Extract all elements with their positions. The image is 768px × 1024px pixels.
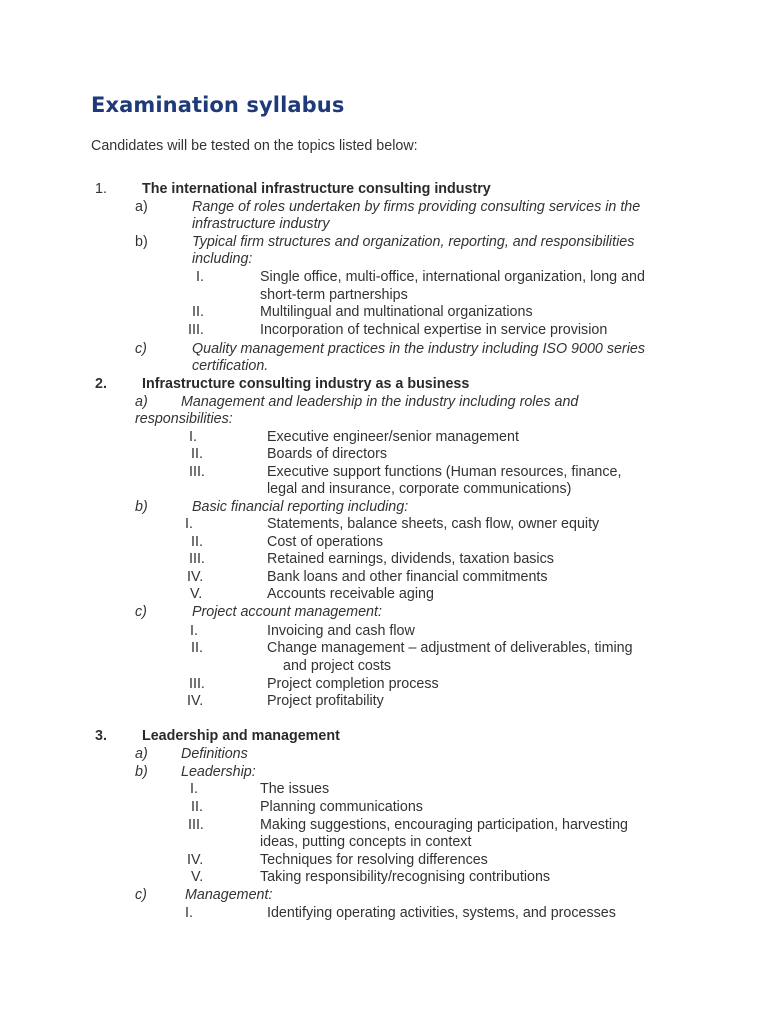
subitem-text: Taking responsibility/recognising contributions [260,869,551,885]
subitem-text: Executive support functions (Human resources, finance, [267,464,622,480]
subitem-text: Invoicing and cash flow [267,623,415,639]
subitem-marker: I. [185,905,193,921]
item-text: infrastructure industry [192,216,330,232]
item-text: Leadership: [181,764,256,780]
item-marker: c) [135,887,147,903]
subitem-marker: III. [188,322,204,338]
subitem-text: Statements, balance sheets, cash flow, owner equity [267,516,600,532]
item-text: Quality management practices in the industry including ISO 9000 series [192,341,645,357]
subitem-marker: I. [189,429,197,445]
item-text: Management and leadership in the industry including roles and [181,394,579,410]
subitem-marker: II. [191,640,203,656]
item-marker: c) [135,341,147,357]
section-number: 1. [95,181,107,197]
subitem-marker: IV. [187,693,204,709]
subitem-marker: I. [190,623,198,639]
item-marker: c) [135,604,147,620]
item-marker: b) [135,499,148,515]
subitem-text: legal and insurance, corporate communications) [267,481,572,497]
item-text: Management: [185,887,273,903]
subitem-text: Making suggestions, encouraging participation, harvesting [260,817,628,833]
subitem-text: Accounts receivable aging [267,586,434,602]
subitem-text: Multilingual and multinational organizations [260,304,533,320]
subitem-text: Single office, multi-office, international organization, long and [260,269,645,285]
subitem-text: ideas, putting concepts in context [260,834,472,850]
subitem-marker: I. [190,781,198,797]
section-number: 3. [95,728,107,744]
subitem-marker: II. [191,446,203,462]
item-marker: a) [135,394,148,410]
subitem-marker: I. [185,516,193,532]
subitem-marker: IV. [187,569,204,585]
item-marker: a) [135,746,148,762]
page-title: Examination syllabus [91,93,345,117]
subitem-text: Planning communications [260,799,423,815]
item-text: responsibilities: [135,411,233,427]
subitem-marker: V. [190,586,203,602]
section-number: 2. [95,376,107,392]
subitem-marker: II. [192,304,204,320]
item-marker: b) [135,764,148,780]
subitem-marker: III. [189,464,205,480]
item-marker: a) [135,199,148,215]
item-text: Range of roles undertaken by firms providing consulting services in the [192,199,641,215]
subitem-text: Techniques for resolving differences [260,852,488,868]
subitem-text: Project profitability [267,693,384,709]
subitem-text: Cost of operations [267,534,384,550]
item-text: Basic financial reporting including: [192,499,409,515]
subitem-text: short-term partnerships [260,287,408,303]
item-marker: b) [135,234,148,250]
subitem-text: and project costs [283,658,392,674]
item-text: certification. [192,358,269,374]
subitem-marker: III. [189,551,205,567]
section-heading: The international infrastructure consulting industry [142,181,491,197]
section-heading: Infrastructure consulting industry as a business [142,376,470,392]
subitem-marker: I. [196,269,204,285]
subitem-text: Incorporation of technical expertise in service provision [260,322,608,338]
subitem-marker: V. [191,869,204,885]
item-text: including: [192,251,253,267]
subitem-text: Project completion process [267,676,439,692]
subitem-text: Boards of directors [267,446,387,462]
intro-text: Candidates will be tested on the topics listed below: [91,138,418,154]
item-text: Definitions [181,746,248,762]
item-text: Project account management: [192,604,382,620]
subitem-text: Change management – adjustment of deliverables, timing [267,640,633,656]
subitem-text: The issues [260,781,330,797]
subitem-marker: II. [191,799,203,815]
subitem-marker: IV. [187,852,204,868]
subitem-marker: III. [188,817,204,833]
subitem-text: Bank loans and other financial commitments [267,569,548,585]
subitem-text: Retained earnings, dividends, taxation basics [267,551,554,567]
subitem-marker: III. [189,676,205,692]
item-text: Typical firm structures and organization, reporting, and responsibilities [192,234,635,250]
section-heading: Leadership and management [142,728,340,744]
subitem-marker: II. [191,534,203,550]
subitem-text: Executive engineer/senior management [267,429,519,445]
subitem-text: Identifying operating activities, systems, and processes [267,905,616,921]
